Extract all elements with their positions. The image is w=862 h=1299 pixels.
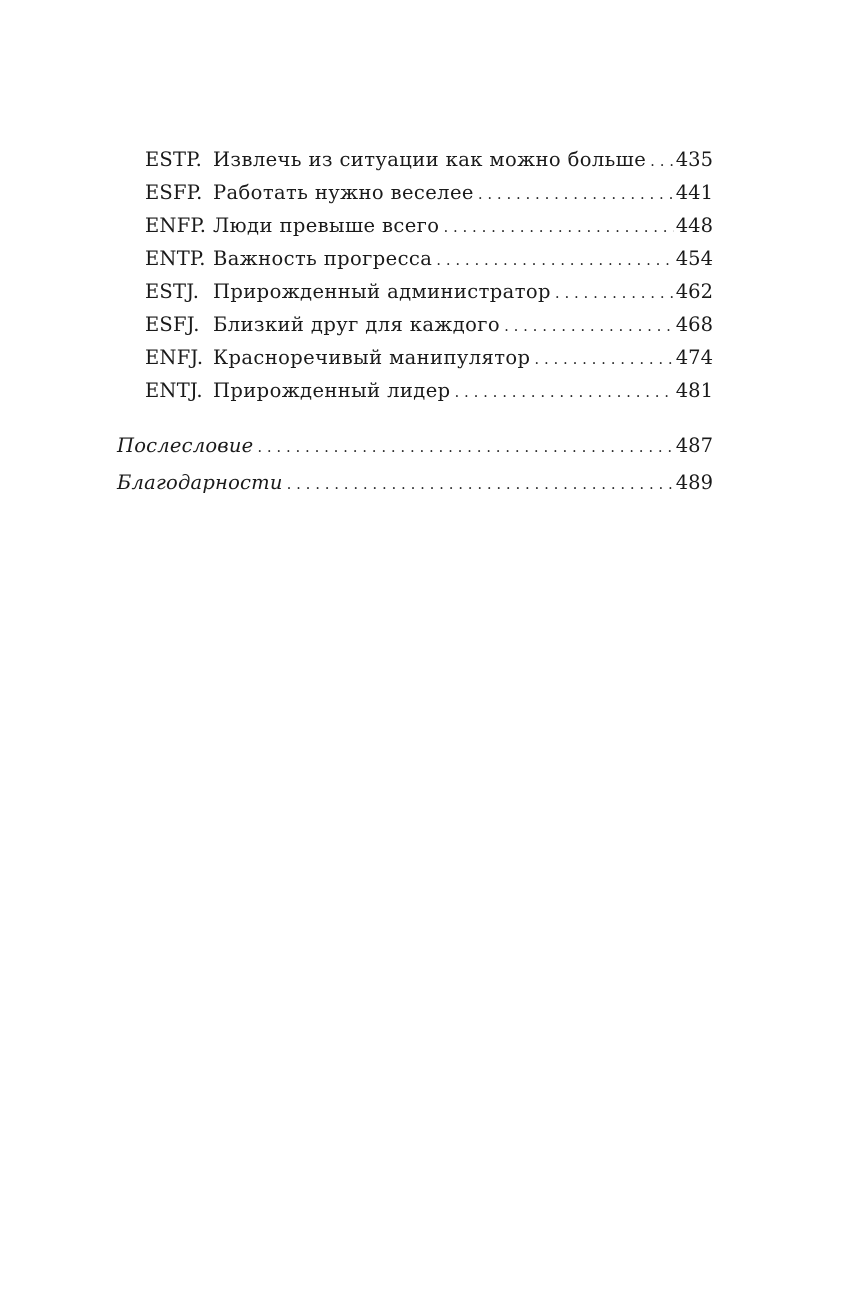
dot-leader (504, 308, 674, 343)
toc-entry-entp (117, 242, 713, 275)
toc-entry-enfp (117, 209, 713, 242)
toc-entry-esfp (117, 176, 713, 209)
entry-title: Люди превыше всего (213, 214, 440, 237)
dot-leader (287, 464, 674, 503)
entry-title: Послесловие (117, 434, 254, 457)
toc-entry-acknowledgements (117, 464, 713, 501)
dot-leader (650, 143, 674, 178)
entry-title: Близкий друг для каждого (213, 313, 501, 336)
page-number: 489 (675, 471, 713, 494)
toc-entry-enfj (117, 341, 713, 374)
toc-entry-estj (117, 275, 713, 308)
page-number: 454 (675, 247, 713, 270)
entry-title: Важность прогресса (213, 247, 433, 270)
type-code: ENFP. (145, 214, 207, 237)
page-number: 435 (675, 148, 713, 171)
type-code: ENTJ. (145, 379, 203, 402)
entry-title: Прирожденный лидер (213, 379, 451, 402)
dot-leader (443, 209, 673, 244)
page-number: 462 (675, 280, 713, 303)
toc-entry-afterword (117, 427, 713, 464)
type-code: ESFP. (145, 181, 203, 204)
toc-entry-esfj (117, 308, 713, 341)
toc-entry-estp (117, 143, 713, 176)
dot-leader (534, 341, 673, 376)
dot-leader (436, 242, 673, 277)
page-number: 487 (675, 434, 713, 457)
table-of-contents (117, 143, 713, 501)
entry-title: Извлечь из ситуации как можно больше (213, 148, 647, 171)
toc-entry-entj (117, 374, 713, 407)
page-number: 448 (675, 214, 713, 237)
page-number: 468 (675, 313, 713, 336)
section-gap (117, 407, 713, 427)
type-code: ENTP. (145, 247, 206, 270)
entry-title: Работать нужно веселее (213, 181, 474, 204)
entry-title: Прирожденный администратор (213, 280, 551, 303)
dot-leader (478, 176, 674, 211)
page-number: 441 (675, 181, 713, 204)
type-code: ENFJ. (145, 346, 204, 369)
dot-leader (257, 427, 673, 466)
page-number: 481 (675, 379, 713, 402)
entry-title: Благодарности (117, 471, 283, 494)
page-number: 474 (675, 346, 713, 369)
dot-leader (455, 374, 674, 409)
type-code: ESTP. (145, 148, 202, 171)
type-code: ESFJ. (145, 313, 200, 336)
type-code: ESTJ. (145, 280, 200, 303)
entry-title: Красноречивый манипулятор (213, 346, 531, 369)
dot-leader (555, 275, 674, 310)
